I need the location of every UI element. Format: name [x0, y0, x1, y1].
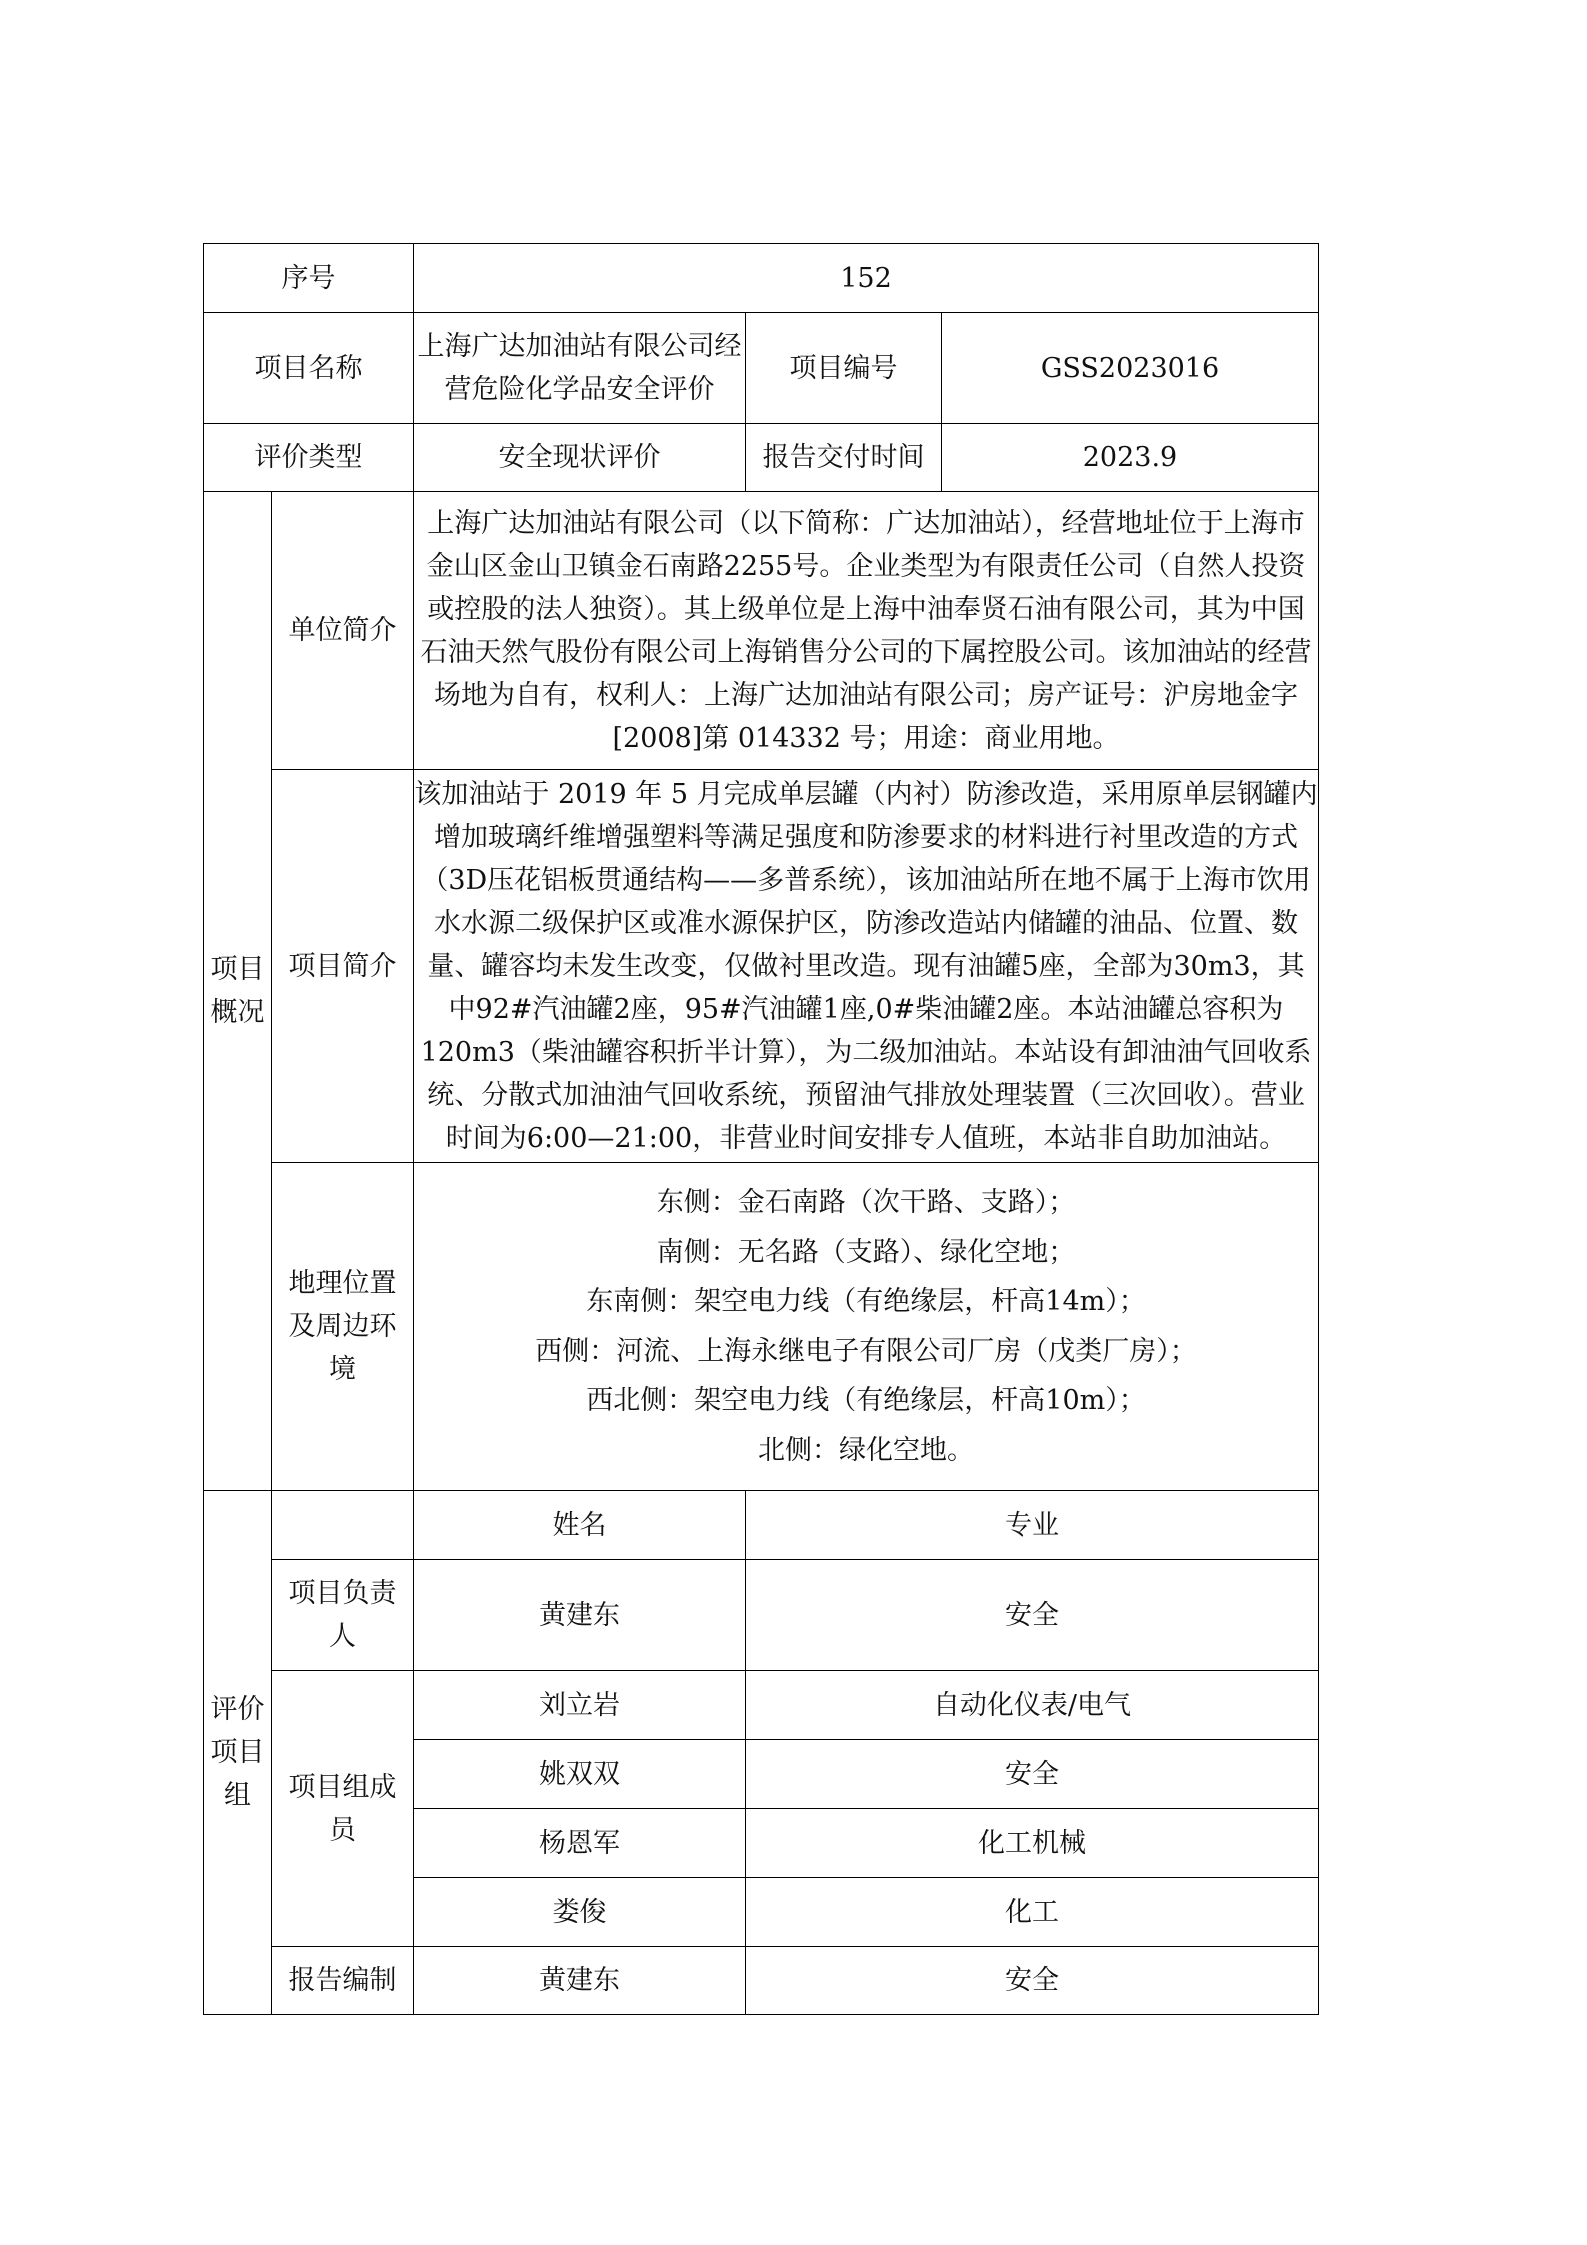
- report-major: 安全: [746, 1947, 1319, 2015]
- project-code-label: 项目编号: [746, 313, 942, 424]
- col-name-header: 姓名: [414, 1491, 746, 1560]
- eval-type-label: 评价类型: [204, 424, 414, 492]
- delivery-date-value: 2023.9: [942, 424, 1319, 492]
- unit-intro-label: 单位简介: [272, 492, 414, 770]
- seq-value: 152: [414, 244, 1319, 313]
- row-seq: [204, 244, 1319, 313]
- member-major: 化工: [746, 1878, 1319, 1947]
- location-label: 地理位置及周边环境: [288, 1268, 397, 1385]
- member-name: 刘立岩: [414, 1671, 746, 1740]
- col-major-header: 专业: [746, 1491, 1319, 1560]
- team-member-row: [204, 1671, 1319, 1740]
- leader-major: 安全: [746, 1560, 1319, 1671]
- location-south: 南侧：无名路（支路）、绿化空地；: [656, 1236, 1076, 1268]
- row-team-header: [204, 1491, 1319, 1560]
- leader-label-cell: [272, 1560, 414, 1671]
- row-project-intro: [204, 770, 1319, 1163]
- row-eval-type: [204, 424, 1319, 492]
- location-northwest: 西北侧：架空电力线（有绝缘层，杆高10m）；: [586, 1385, 1146, 1416]
- member-name: 杨恩军: [414, 1809, 746, 1878]
- location-southeast: 东南侧：架空电力线（有绝缘层，杆高14m）；: [586, 1286, 1146, 1317]
- row-unit-intro: [204, 492, 1319, 770]
- members-label: 项目组成员: [288, 1771, 397, 1846]
- seq-label: 序号: [204, 244, 414, 313]
- project-intro-label: 项目简介: [272, 770, 414, 1163]
- member-major: 安全: [746, 1740, 1319, 1809]
- report-name: 黄建东: [414, 1947, 746, 2015]
- leader-label: 项目负责人: [288, 1578, 397, 1652]
- eval-type-value: 安全现状评价: [414, 424, 746, 492]
- members-label-cell: [272, 1671, 414, 1947]
- project-code-value: GSS2023016: [942, 313, 1319, 424]
- delivery-date-label: 报告交付时间: [746, 424, 942, 492]
- project-name-value: 上海广达加油站有限公司经营危险化学品安全评价: [414, 313, 746, 424]
- member-major: 自动化仪表/电气: [746, 1671, 1319, 1740]
- member-major: 化工机械: [746, 1809, 1319, 1878]
- row-project-name: [204, 313, 1319, 424]
- team-label: 评价项目组: [210, 1694, 265, 1811]
- overview-label-cell: [204, 492, 272, 1491]
- row-report-author: [204, 1947, 1319, 2015]
- report-label: 报告编制: [272, 1947, 414, 2015]
- member-name: 姚双双: [414, 1740, 746, 1809]
- unit-intro-text: 上海广达加油站有限公司（以下简称：广达加油站），经营地址位于上海市金山区金山卫镇金石南路2255号。企业类型为有限责任公司（自然人投资或控股的法人独资）。其上级单位是上海中油奉贤石油有限公司，其为中国石油天然气股份有限公司上海销售分公司的下属控股公司。该加油站的经营场地为自有，权利人：上海广达加油站有限公司；房产证号：沪房地金字[2008]第 014332 号；用途：商业用地。: [414, 492, 1319, 770]
- team-label-cell: [204, 1491, 272, 2015]
- row-location: [204, 1163, 1319, 1491]
- row-leader: [204, 1560, 1319, 1671]
- location-north: 北侧：绿化空地。: [758, 1434, 974, 1466]
- location-label-cell: [272, 1163, 414, 1491]
- leader-name: 黄建东: [414, 1560, 746, 1671]
- location-east: 东侧：金石南路（次干路、支路）；: [656, 1187, 1076, 1218]
- project-intro-text: 该加油站于 2019 年 5 月完成单层罐（内衬）防渗改造，采用原单层钢罐内增加玻璃纤维增强塑料等满足强度和防渗要求的材料进行衬里改造的方式（3D压花铝板贯通结构——多普系统），该加油站所在地不属于上海市饮用水水源二级保护区或准水源保护区，防渗改造站内储罐的油品、位置、数量、罐容均未发生改变，仅做衬里改造。现有油罐5座，全部为30m3，其中92#汽油罐2座，95#汽油罐1座,0#柴油罐2座。本站油罐总容积为120m3（柴油罐容积折半计算），为二级加油站。本站设有卸油油气回收系统、分散式加油油气回收系统，预留油气排放处理装置（三次回收）。营业时间为6:00—21:00，非营业时间安排专人值班，本站非自助加油站。: [414, 770, 1319, 1163]
- member-name: 娄俊: [414, 1878, 746, 1947]
- team-header-blank: [272, 1491, 414, 1560]
- location-list: [414, 1163, 1319, 1491]
- overview-label: 项目概况: [210, 954, 265, 1028]
- location-west: 西侧：河流、上海永继电子有限公司厂房（戊类厂房）；: [535, 1335, 1197, 1367]
- project-info-table: [203, 243, 1319, 2015]
- project-name-label: 项目名称: [204, 313, 414, 424]
